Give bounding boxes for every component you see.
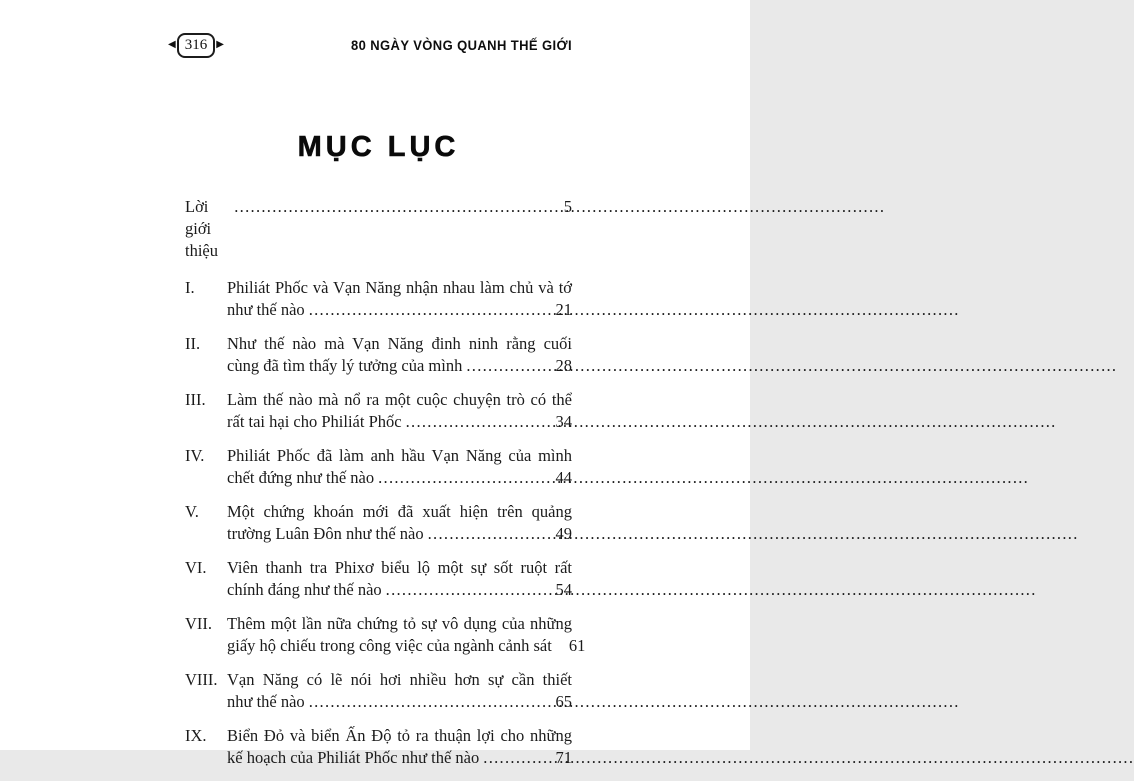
entry-body [227,277,572,321]
entry-page-number: 34 [555,412,572,431]
entry-text-line2: rất tai hại cho Philiát Phốc [227,412,402,431]
toc-entry [185,557,572,601]
entry-text-line2: cùng đã tìm thấy lý tưởng của mình [227,356,463,375]
dot-leader [386,579,551,601]
entry-page-number: 54 [555,580,572,599]
entry-body [227,333,572,377]
entry-text-line2-row [227,635,586,657]
entry-text-line2-row [227,299,572,321]
entry-text-line1: Vạn Năng có lẽ nói hơi nhiều hơn sự cần thiết [227,670,572,689]
page-header [168,31,572,59]
dot-leader [428,523,551,545]
toc-entry [185,333,572,377]
entry-numeral: V. [185,502,199,521]
entry-text-line2: như thế nào [227,692,305,711]
entry-text-line2: kế hoạch của Philiát Phốc như thế nào [227,748,480,767]
entry-numeral: III. [185,390,206,409]
entry-text-line2-row [227,467,572,489]
entry-page-number: 21 [555,300,572,319]
entry-text-line2-row [227,523,572,545]
toc-entry [185,613,586,657]
toc-entry [185,389,572,433]
page-number-marker [168,33,224,58]
left-arrow-icon: ◀ [168,39,176,50]
dot-leader [309,299,551,321]
entry-body [227,613,586,657]
entry-numeral: IX. [185,726,207,745]
entry-body [227,669,572,713]
entry-body [227,501,572,545]
entry-page-number: 65 [555,692,572,711]
entry-page-number: 61 [568,636,586,655]
dot-leader [378,467,550,489]
toc-entry [185,669,572,713]
entry-text-line2-row [227,747,572,769]
entry-text-line1: Philiát Phốc đã làm anh hầu Vạn Năng của mình [227,446,572,465]
entry-page-number: 49 [555,524,572,543]
entry-text-line2: trường Luân Đôn như thế nào [227,524,424,543]
entry-numeral: II. [185,334,201,353]
entry-text-line2: giấy hộ chiếu trong công việc của ngành cảnh sát [227,636,552,655]
toc-entry [185,501,572,545]
entry-body [227,557,572,601]
entry-text-line2: như thế nào [227,300,305,319]
entry-text-line1: Biển Đỏ và biển Ấn Độ tỏ ra thuận lợi cho những [227,726,572,745]
entry-text-line2-row [227,355,572,377]
dot-leader [483,747,550,769]
toc-entry [185,277,572,321]
entry-page-number: 28 [555,356,572,375]
entry-text-line1: Thêm một lần nữa chứng tỏ sự vô dụng của những [227,614,572,633]
entry-text-line2-row [227,691,572,713]
entry-text-line1: Viên thanh tra Phixơ biểu lộ một sự sốt ruột rất [227,558,572,577]
intro-page-number: 5 [563,197,572,216]
entry-body [227,725,572,769]
entry-text-line1: Như thế nào mà Vạn Năng đinh ninh rằng cuối [227,334,572,353]
entry-text-line1: Làm thế nào mà nổ ra một cuộc chuyện trò có thể [227,390,572,409]
page-number-badge: 316 [177,33,216,58]
entry-numeral: IV. [185,446,205,465]
entry-numeral: VI. [185,558,207,577]
entry-numeral: VIII. [185,670,218,689]
entry-numeral: I. [185,278,195,297]
entry-body [227,445,572,489]
dot-leader [406,411,551,433]
entry-page-number: 71 [555,748,572,767]
dot-leader [309,691,551,713]
entry-page-number: 44 [555,468,572,487]
table-of-contents [185,196,586,781]
toc-entry [185,725,572,769]
entry-text-line2-row [227,579,572,601]
dot-leader [234,196,559,218]
right-arrow-icon: ▶ [216,39,224,50]
running-title: 80 NGÀY VÒNG QUANH THẾ GIỚI [350,37,572,53]
toc-entry [185,445,572,489]
entry-text-line2: chết đứng như thế nào [227,468,375,487]
intro-label: Lời giới thiệu [185,197,218,260]
page-title: MỤC LỤC [297,131,460,163]
entry-numeral: VII. [185,614,213,633]
dot-leader [466,355,550,377]
toc-intro-row [185,196,572,262]
entry-text-line2-row [227,411,572,433]
entry-body [227,389,572,433]
entry-text-line2: chính đáng như thế nào [227,580,382,599]
entry-text-line1: Một chứng khoán mới đã xuất hiện trên quảng [227,502,572,521]
entry-text-line1: Philiát Phốc và Vạn Năng nhận nhau làm chủ và tớ [227,278,572,297]
